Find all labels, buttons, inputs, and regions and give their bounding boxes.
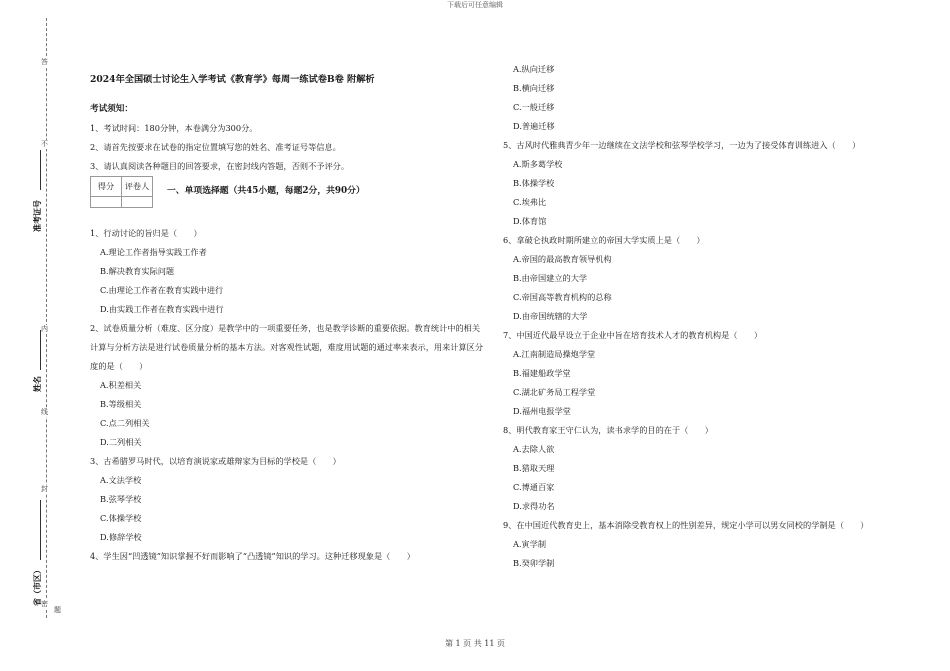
grader-header: 评卷人 [122,177,153,197]
name-label: 姓名 [32,376,42,392]
answer-option: B.体操学校 [513,178,555,188]
answer-option: C.湖北矿务局工程学堂 [513,387,596,397]
answer-option: B.解决教育实际问题 [100,266,175,276]
answer-option: A.积差相关 [100,380,142,390]
answer-option: D.求得功名 [513,501,555,511]
score-table [90,176,153,208]
fill-line [40,500,41,560]
section-title: 一、单项选择题（共45小题，每题2分，共90分） [167,185,365,196]
top-note: 下载后可任意编辑 [447,1,503,9]
seal-mark: 密 [41,600,48,608]
question-stem: 3、古希腊罗马时代，以培育演说家或雄辩家为目标的学校是（ ） [90,456,341,466]
right-column [503,60,913,573]
question-stem: 7、中国近代最早设立于企业中旨在培育技术人才的教育机构是（ ） [503,330,763,340]
answer-option: A.去除人欲 [513,444,555,454]
answer-option: A.斯多葛学校 [513,159,563,169]
seal-mark: 内 [41,325,48,333]
answer-option: C.帝国高等教育机构的总称 [513,292,612,302]
answer-option: B.福建船政学堂 [513,368,571,378]
seal-mark: 封 [41,485,48,493]
answer-option: B.等级相关 [100,399,142,409]
answer-option: C.点二列相关 [100,418,150,428]
question-stem: 6、拿破仑执政时期所建立的帝国大学实质上是（ ） [503,235,705,245]
exam-title: 2024年全国硕士讨论生入学考试《教育学》每周一练试卷B卷 附解析 [90,74,375,85]
fill-line [40,330,41,370]
exam-number-label: 准考证号 [32,200,42,232]
answer-option: A.帝国的最高教育领导机构 [513,254,612,264]
score-cell [91,197,122,208]
answer-option: C.一般迁移 [513,102,555,112]
question-stem: 1、行动讨论的旨归是（ ） [90,228,202,238]
answer-option: D.由实践工作者在教育实践中进行 [100,304,224,314]
answer-option: B.猎取天理 [513,463,555,473]
notice-item: 3、请认真阅读各种题目的回答要求，在密封线内答题，否则不予评分。 [90,161,350,171]
answer-option: A.寅学制 [513,539,547,549]
answer-option: B.由帝国建立的大学 [513,273,588,283]
notice-heading: 考试须知： [90,104,133,114]
seal-mark: 线 [41,408,48,416]
answer-option: A.江南制造局操炮学堂 [513,349,596,359]
seal-dashed-line [46,18,47,618]
fill-line [40,150,41,190]
question-stem: 5、古风时代雅典青少年一边继续在文法学校和弦琴学校学习，一边为了接受体育训练进入（ ） [503,140,861,150]
answer-option: C.博通百家 [513,482,555,492]
notice-item: 1、考试时间：180分钟，本卷满分为300分。 [90,123,258,133]
seal-mark: 不 [41,140,48,148]
notice-item: 2、请首先按要求在试卷的指定位置填写您的姓名、准考证号等信息。 [90,142,341,152]
left-column [90,70,485,566]
answer-option: D.福州电报学堂 [513,406,571,416]
answer-option: D.体育馆 [513,216,547,226]
question-stem: 9、在中国近代教育史上，基本消除受教育权上的性别差异，规定小学可以男女同校的学制是（ ） [503,520,869,530]
answer-option: D.二列相关 [100,437,142,447]
region-label: 省（市区） [32,566,42,606]
page-footer: 第 1 页 共 11 页 [445,639,505,648]
answer-option: D.修辞学校 [100,532,142,542]
answer-option: A.纵向迁移 [513,64,555,74]
question-stem: 2、试卷质量分析（难度、区分度）是教学中的一项重要任务，也是教学诊断的重要依据。教育统计中的相关计算与分析方法是进行试卷质量分析的基本方法。对客观性试题，难度用试题的通过率来表示，用来计算区分度的是（ ） [90,323,484,371]
grader-cell [122,197,153,208]
answer-option: B.横向迁移 [513,83,555,93]
answer-option: A.文法学校 [100,475,142,485]
score-box-row [90,178,485,206]
seal-mark: 题 [54,606,61,614]
answer-option: C.由理论工作者在教育实践中进行 [100,285,224,295]
answer-option: D.普遍迁移 [513,121,555,131]
binding-margin [0,0,60,671]
answer-option: B.癸卯学制 [513,558,555,568]
answer-option: D.由帝国统辖的大学 [513,311,588,321]
question-stem: 8、明代教育家王守仁认为，读书求学的目的在于（ ） [503,425,713,435]
seal-mark: 答 [41,58,48,66]
answer-option: B.弦琴学校 [100,494,142,504]
question-stem: 4、学生因“凹透镜”知识掌握不好而影响了“凸透镜”知识的学习。这种迁移现象是（ ） [90,551,415,561]
answer-option: C.体操学校 [100,513,142,523]
answer-option: A.理论工作者指导实践工作者 [100,247,207,257]
score-header: 得分 [91,177,122,197]
answer-option: C.埃弗比 [513,197,547,207]
